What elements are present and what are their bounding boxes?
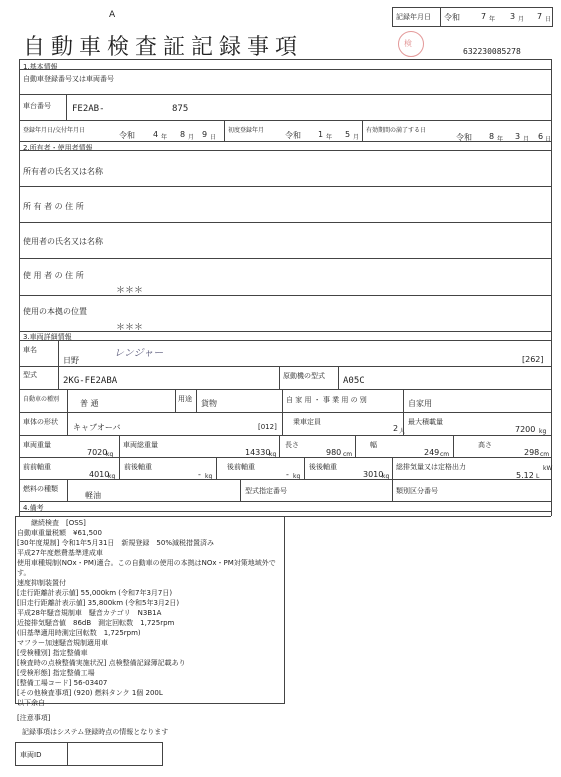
chassis-number: 875: [172, 104, 189, 114]
first-month: 5: [345, 130, 351, 139]
base-location-value: ＊＊＊: [116, 323, 144, 333]
first-year: 1: [318, 130, 324, 139]
front-rear-axle-value: -: [198, 470, 201, 479]
note-line: [旧走行距離計表示値] 35,800km (令和5年3月2日): [17, 599, 180, 607]
class-number-label: 類別区分番号: [396, 487, 438, 495]
issue-month: 8: [180, 130, 186, 139]
note-line: 以下余白: [17, 699, 45, 707]
width-value: 249: [424, 448, 440, 457]
vehicle-kind-label: 自動車の種別: [23, 396, 60, 403]
chassis-number-label: 車台番号: [23, 102, 51, 110]
note-line: [その他検査事項] (920) 燃料タンク 1個 200L: [17, 689, 163, 697]
record-date-month: 3: [510, 12, 516, 21]
page-letter: A: [109, 10, 116, 20]
user-address-value: ＊＊＊: [116, 286, 144, 296]
chassis-prefix: FE2AB-: [72, 104, 105, 114]
vehicle-name-value: 日野: [63, 356, 79, 365]
max-load-value: 7200: [515, 425, 536, 434]
body-shape-label: 車体の形状: [23, 418, 58, 426]
base-location-label: 使用の本拠の位置: [23, 307, 87, 316]
note-line: 使用車種規制(NOx・PM)適合。この自動車の使用の本拠はNOx・PM対策地域外です。: [17, 559, 276, 577]
vehicle-name-handwritten: レンジャー: [114, 348, 164, 359]
user-name-label: 使用者の氏名又は名称: [23, 237, 103, 246]
vehicle-weight-label: 車両重量: [23, 441, 51, 449]
issue-day: 9: [202, 130, 208, 139]
rear-front-axle-value: -: [286, 470, 289, 479]
note-line: 継続検査 [OSS]: [17, 519, 86, 527]
fuel-type-value: 軽油: [85, 491, 101, 500]
user-address-label: 使 用 者 の 住 所: [23, 271, 84, 280]
section-vehicle-title: 3.車両詳細情報: [23, 333, 72, 341]
note-line: (旧基準適用時測定回転数 1,725rpm): [17, 629, 141, 637]
use-value: 貨物: [201, 399, 217, 408]
displacement-label: 総排気量又は定格出力: [396, 463, 466, 471]
displacement-value: 5.12: [516, 471, 534, 480]
owner-address-label: 所 有 者 の 住 所: [23, 202, 84, 211]
owner-name-label: 所有者の氏名又は名称: [23, 167, 103, 176]
max-load-label: 最大積載量: [408, 418, 443, 426]
private-business-label: 自 家 用 ・ 事 業 用 の 別: [286, 396, 367, 404]
first-registration-label: 初度登録年月: [228, 127, 265, 134]
note-line: 自動車重量税額 ¥61,500: [17, 529, 102, 537]
page-title: 自動車検査証記録事項: [23, 35, 304, 60]
body-shape-code: [012]: [258, 423, 277, 431]
height-value: 298: [524, 448, 540, 457]
private-business-value: 自家用: [408, 399, 432, 408]
expiry-day: 6: [538, 132, 544, 141]
length-value: 980: [326, 448, 342, 457]
record-date-year: 7: [481, 12, 487, 21]
model-value: 2KG-FE2ABA: [63, 376, 118, 386]
front-rear-axle-label: 前後軸重: [124, 463, 152, 471]
gross-weight-value: 14330: [245, 448, 271, 457]
note-line: 近接排気騒音値 86dB 測定回転数 1,725rpm: [17, 619, 175, 627]
note-line: 速度抑制装置付: [17, 579, 66, 587]
use-label: 用途: [178, 395, 192, 403]
record-date-day: 7: [537, 12, 543, 21]
record-date-label: 記録年月日: [396, 13, 431, 21]
vehicle-name-code: [262]: [522, 355, 544, 364]
type-designation-label: 型式指定番号: [245, 487, 287, 495]
issue-year: 4: [153, 130, 159, 139]
gross-weight-label: 車両総重量: [123, 441, 158, 449]
fuel-type-label: 燃料の種類: [23, 485, 58, 493]
capacity-label: 乗車定員: [293, 418, 321, 426]
capacity-value: 2: [393, 424, 399, 433]
vehicle-name-label: 車名: [23, 346, 37, 354]
body-shape-value: キャブオーバ: [73, 423, 121, 432]
note-line: [整備工場コード] 56-03407: [17, 679, 108, 687]
rear-front-axle-label: 後前軸重: [227, 463, 255, 471]
vehicle-kind-value: 普 通: [80, 399, 99, 408]
section-notes-title: 4.備考: [23, 504, 44, 512]
section-basic-title: 1.基本情報: [23, 63, 58, 71]
note-line: マフラー加速騒音規制適用車: [17, 639, 108, 647]
front-front-axle-label: 前前軸重: [23, 463, 51, 471]
rear-rear-axle-label: 後後軸重: [309, 463, 337, 471]
caution-title: [注意事項]: [17, 714, 51, 722]
note-line: [走行距離計表示値] 55,000km (令和7年3月7日): [17, 589, 173, 597]
rear-rear-axle-value: 3010: [363, 470, 384, 479]
expiry-year: 8: [489, 132, 495, 141]
note-line: [検査時の点検整備実施状況] 点検整備記録簿記載あり: [17, 659, 186, 667]
width-label: 幅: [370, 441, 377, 449]
length-label: 長さ: [285, 441, 299, 449]
stamp-mark: 検: [404, 39, 412, 48]
section-owner-title: 2.所有者・使用者情報: [23, 144, 93, 152]
note-line: [受検種別] 指定整備車: [17, 649, 88, 657]
record-date-era: 令和: [444, 13, 460, 22]
caution-text: 記録事項はシステム登録時点の情報となります: [22, 728, 169, 736]
vehicle-weight-value: 7020: [87, 448, 108, 457]
height-label: 高さ: [478, 441, 492, 449]
issue-date-label: 登録年月日/交付年月日: [23, 127, 86, 134]
vehicle-id-label: 車両ID: [20, 751, 42, 759]
notes-lines: [17, 518, 283, 708]
document-number: 632230085278: [463, 47, 521, 56]
engine-model-label: 原動機の型式: [283, 372, 325, 380]
engine-model-value: A05C: [343, 376, 365, 386]
note-line: 平成27年度燃費基準達成車: [17, 549, 103, 557]
registration-number-label: 自動車登録番号又は車両番号: [23, 75, 114, 83]
model-label: 型式: [23, 371, 37, 379]
note-line: [30年度規制] 令和1年5月31日 新規登録 50%減税措置済み: [17, 539, 214, 547]
note-line: 平成28年騒音規制車 騒音カテゴリ N3B1A: [17, 609, 162, 617]
note-line: [受検形態] 指定整備工場: [17, 669, 95, 677]
expiry-label: 有効期間の満了する日: [366, 127, 427, 134]
front-front-axle-value: 4010: [89, 470, 110, 479]
expiry-month: 3: [515, 132, 521, 141]
